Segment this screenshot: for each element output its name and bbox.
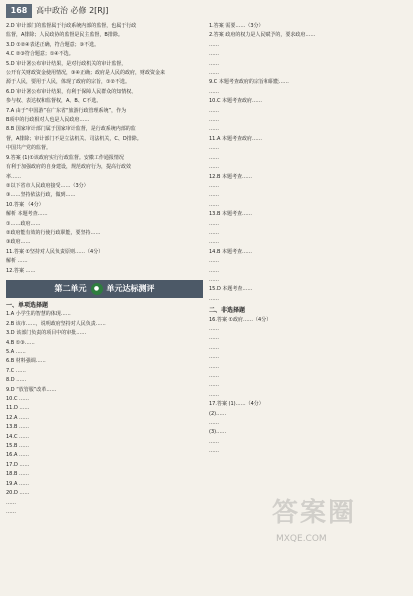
running-title: 高中政治 必修 2[RJ] bbox=[36, 6, 109, 15]
text-line: …… bbox=[209, 258, 219, 265]
text-line: 有利于加强政府的自身建设，规范政府行为，提高行政效 bbox=[6, 164, 132, 171]
text-line: …… bbox=[209, 60, 219, 67]
text-line: 9.C 本题考查政府的宗旨和职能…… bbox=[209, 79, 289, 86]
text-line: 8.B 国家审计部门属于国家审计监督，是行政系统内部的监 bbox=[6, 126, 136, 133]
text-line: 13.B 本题考查…… bbox=[209, 211, 252, 218]
unit-label: 第二单元 bbox=[54, 284, 87, 294]
text-line: 监督，A排除；人民政协的监督是民主监督，B排除。 bbox=[6, 32, 123, 39]
text-line: 11.D …… bbox=[6, 405, 30, 412]
text-line: 10.C 本题考查政府…… bbox=[209, 98, 263, 105]
text-line: 公开有关财政资金使用情况，③④正确；政府是人民的政府，财政资金来 bbox=[6, 70, 165, 77]
watermark-url: MXQE.COM bbox=[276, 534, 327, 544]
text-line: B项中的行政相对人也是人民政府…… bbox=[6, 117, 90, 124]
text-line: 督，A排除；审计部门不是立法机关、司法机关，C、D排除。 bbox=[6, 135, 142, 142]
text-line: …… bbox=[209, 192, 219, 199]
text-line: …… bbox=[209, 41, 219, 48]
text-line: …… bbox=[209, 335, 219, 342]
text-line: …… bbox=[209, 117, 219, 124]
unit-banner bbox=[6, 280, 203, 298]
text-line: …… bbox=[209, 344, 219, 351]
text-line: …… bbox=[209, 438, 219, 445]
text-line: 13.B …… bbox=[6, 424, 29, 431]
text-line: 10.C …… bbox=[6, 396, 30, 403]
right-section-title: 二、非选择题 bbox=[209, 307, 246, 315]
left-choice-answers bbox=[6, 310, 203, 517]
text-line: …… bbox=[209, 164, 219, 171]
page-header bbox=[0, 0, 413, 22]
text-line: …… bbox=[209, 154, 219, 161]
text-line: …… bbox=[209, 448, 219, 455]
text-line: 9.答案 (1)①该政府实行行政监督。安徽工作通报情况 bbox=[6, 154, 124, 161]
text-line: …… bbox=[209, 382, 219, 389]
text-line: …… bbox=[6, 499, 16, 506]
text-line: …… bbox=[209, 391, 219, 398]
text-line: (2)…… bbox=[209, 410, 227, 417]
text-line: 2.D 审计部门的监督属于行政系统内部的监督，也属于行政 bbox=[6, 23, 137, 29]
left-answer-block bbox=[6, 22, 203, 276]
unit-badge-icon: ● bbox=[91, 283, 103, 295]
text-line: ②政府能有效的行使行政职能，要坚持…… bbox=[6, 229, 101, 236]
text-line: 6.B 材料强调…… bbox=[6, 358, 46, 365]
text-line: 7.C …… bbox=[6, 367, 26, 374]
unit-title: 单元达标测评 bbox=[106, 284, 155, 294]
text-line: ②以下省市人民政府接受……（3分） bbox=[6, 182, 89, 189]
text-line: 1.答案 需要……（3分） bbox=[209, 23, 264, 29]
text-line: 4.C ②③符合题意；①④不选。 bbox=[6, 51, 74, 58]
text-line: 17.D …… bbox=[6, 461, 30, 468]
text-line: 11.A 本题考查政府…… bbox=[209, 135, 262, 142]
text-line: …… bbox=[209, 276, 219, 283]
text-line: 2.B 该市……，说明政府坚持对人民负责…… bbox=[6, 320, 106, 327]
text-line: 6.D 审计署公布审计结果，有利于保障人民群众的知情权、 bbox=[6, 88, 137, 95]
text-line: 源于人民，要用于人民，体现了政府的宗旨，①②不选。 bbox=[6, 79, 130, 86]
text-line: ③政府…… bbox=[6, 239, 31, 246]
text-line: …… bbox=[209, 326, 219, 332]
text-line: 15.B …… bbox=[6, 443, 29, 450]
text-line: 1.A 小学生的智慧的体现…… bbox=[6, 311, 71, 318]
text-line: 2.答案 政府的权力是人民赋予的，要求政府…… bbox=[209, 32, 316, 39]
text-line: …… bbox=[209, 295, 219, 302]
text-line: 12.答案 …… bbox=[6, 267, 36, 274]
text-line: 率…… bbox=[6, 173, 22, 180]
left-column bbox=[6, 22, 203, 592]
text-line: …… bbox=[209, 354, 219, 361]
text-line: 14.B 本题考查…… bbox=[209, 248, 252, 255]
text-line: 7.A 由于“中国游”在广东省“旅游行政管理系统”，作为 bbox=[6, 107, 127, 114]
text-line: ③……坚持依法行政，做到…… bbox=[6, 192, 76, 199]
text-line: …… bbox=[209, 145, 219, 152]
text-line: …… bbox=[209, 220, 219, 227]
text-line: 9.D “放管服”改革…… bbox=[6, 386, 57, 393]
text-line: 11.答案 ①坚持对人民负责原则……（4分） bbox=[6, 248, 104, 255]
text-line: …… bbox=[209, 373, 219, 380]
right-essay-answers bbox=[209, 316, 407, 457]
text-line: …… bbox=[209, 201, 219, 208]
right-answer-block bbox=[209, 22, 407, 304]
text-line: 5.D 审计署公布审计结果，是对行政机关的审计监督， bbox=[6, 60, 127, 67]
text-line: ①……政府…… bbox=[6, 220, 41, 227]
left-section-title: 一、单项选择题 bbox=[6, 301, 49, 309]
right-column bbox=[209, 22, 407, 592]
text-line: 参与权、表达权和监督权，A、B、C不选。 bbox=[6, 98, 102, 105]
text-line: …… bbox=[209, 182, 219, 189]
text-line: 3.D ①②④表述正确，符合题意；③不选。 bbox=[6, 41, 100, 48]
text-line: …… bbox=[209, 363, 219, 370]
text-line: 5.A …… bbox=[6, 349, 26, 355]
text-line: (3)…… bbox=[209, 429, 227, 436]
text-line: 中国共产党的监督。 bbox=[6, 145, 52, 152]
text-line: 解析 本题考查…… bbox=[6, 211, 48, 218]
text-line: …… bbox=[209, 229, 219, 236]
text-line: 18.B …… bbox=[6, 471, 29, 478]
text-line: 17.答案 (1)……（4分） bbox=[209, 401, 264, 408]
text-line: 解析 …… bbox=[6, 258, 28, 265]
watermark-logo: 答案圈 bbox=[272, 498, 357, 528]
text-line: …… bbox=[209, 51, 219, 58]
text-line: …… bbox=[209, 126, 219, 133]
text-line: …… bbox=[209, 239, 219, 246]
text-line: …… bbox=[209, 70, 219, 77]
text-line: …… bbox=[209, 88, 219, 95]
text-line: 16.A …… bbox=[6, 452, 29, 459]
text-line: …… bbox=[6, 508, 16, 515]
text-line: 14.C …… bbox=[6, 433, 30, 440]
text-line: …… bbox=[209, 420, 219, 427]
text-line: 19.A …… bbox=[6, 480, 29, 487]
text-line: 4.B ①③…… bbox=[6, 339, 35, 346]
text-line: 3.D 该部门负责的项目中的审批…… bbox=[6, 330, 87, 337]
text-line: 15.D 本题考查…… bbox=[209, 286, 253, 293]
text-line: 12.B 本题考查…… bbox=[209, 173, 252, 180]
text-line: 20.D …… bbox=[6, 490, 30, 497]
page-number: 168 bbox=[6, 4, 32, 18]
text-line: 16.答案 ①政府……（4分） bbox=[209, 316, 272, 323]
text-line: 8.D …… bbox=[6, 377, 27, 384]
text-line: …… bbox=[209, 107, 219, 114]
text-line: 10.答案 （4分） bbox=[6, 201, 44, 208]
text-line: …… bbox=[209, 267, 219, 274]
text-line: 12.A …… bbox=[6, 414, 29, 421]
